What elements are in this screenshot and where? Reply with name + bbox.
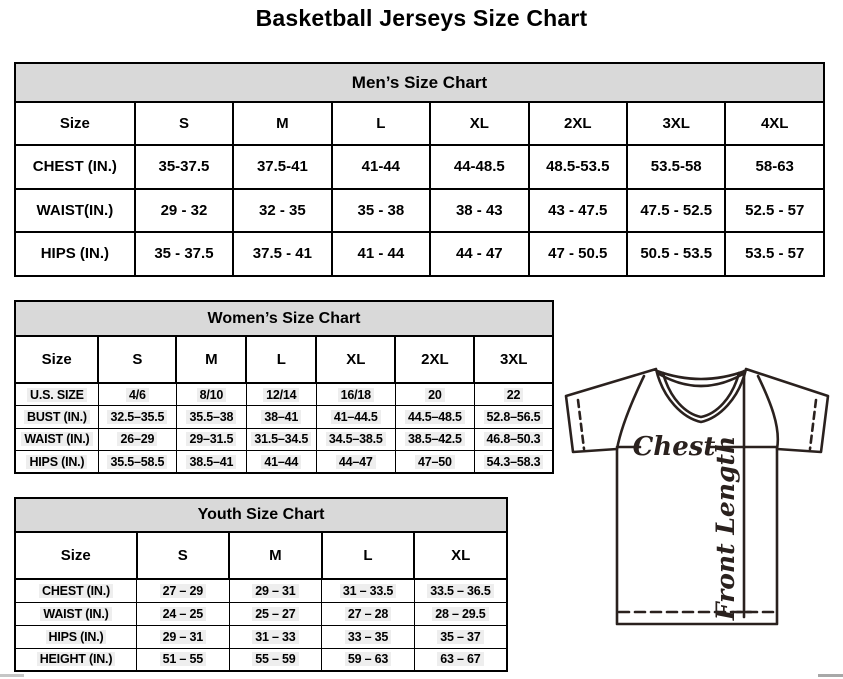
column-header: XL [430, 102, 528, 145]
column-header: L [246, 336, 316, 383]
row-label: WAIST (IN.) [15, 428, 98, 451]
table-row [15, 451, 553, 474]
column-header: 2XL [395, 336, 474, 383]
mens-size-chart-header: Men’s Size Chart [14, 62, 825, 103]
cuff-dashed-right [810, 400, 816, 449]
column-header: XL [316, 336, 395, 383]
size-value-cell: 32.5–35.5 [98, 406, 176, 429]
size-value-cell: 53.5 - 57 [725, 232, 824, 276]
size-value-cell: 43 - 47.5 [529, 189, 627, 233]
size-value-cell: 35 - 37.5 [135, 232, 233, 276]
table-row [15, 625, 507, 648]
size-value-cell: 35.5–58.5 [98, 451, 176, 474]
size-value-cell: 31 – 33 [229, 625, 322, 648]
size-value-cell: 4/6 [98, 383, 176, 406]
column-header: 2XL [529, 102, 627, 145]
size-value-cell: 52.5 - 57 [725, 189, 824, 233]
youth-size-chart-table [14, 531, 508, 672]
size-value-cell: 41 - 44 [332, 232, 430, 276]
row-label: HIPS (IN.) [15, 625, 137, 648]
table-row [15, 406, 553, 429]
size-value-cell: 33 – 35 [322, 625, 415, 648]
size-value-cell: 41–44 [246, 451, 316, 474]
size-value-cell: 44 - 47 [430, 232, 528, 276]
size-value-cell: 51 – 55 [137, 648, 230, 671]
size-value-cell: 8/10 [176, 383, 246, 406]
jersey-measurement-diagram [551, 355, 843, 633]
column-header: 3XL [474, 336, 553, 383]
row-label: WAIST (IN.) [15, 602, 137, 625]
jersey-outline [566, 369, 828, 624]
size-value-cell: 63 – 67 [414, 648, 507, 671]
size-value-cell: 29 – 31 [137, 625, 230, 648]
size-value-cell: 22 [474, 383, 553, 406]
size-value-cell: 55 – 59 [229, 648, 322, 671]
size-value-cell: 34.5–38.5 [316, 428, 395, 451]
size-value-cell: 35.5–38 [176, 406, 246, 429]
size-value-cell: 35 – 37 [414, 625, 507, 648]
size-value-cell: 44-48.5 [430, 145, 528, 189]
size-value-cell: 31 – 33.5 [322, 579, 415, 602]
table-row [15, 579, 507, 602]
column-header: Size [15, 532, 137, 579]
size-value-cell: 47.5 - 52.5 [627, 189, 725, 233]
table-row [15, 145, 824, 189]
size-header-row [15, 532, 507, 579]
collar-arc-1 [657, 371, 745, 379]
size-value-cell: 25 – 27 [229, 602, 322, 625]
table-row [15, 648, 507, 671]
youth-size-chart [14, 497, 508, 672]
column-header: L [332, 102, 430, 145]
armhole-seam-right [758, 376, 778, 449]
column-header: Size [15, 102, 135, 145]
size-value-cell: 27 – 28 [322, 602, 415, 625]
size-value-cell: 20 [395, 383, 474, 406]
column-header: XL [414, 532, 507, 579]
size-value-cell: 47–50 [395, 451, 474, 474]
row-label: CHEST (IN.) [15, 579, 137, 602]
size-value-cell: 37.5-41 [233, 145, 331, 189]
column-header: S [135, 102, 233, 145]
size-value-cell: 48.5-53.5 [529, 145, 627, 189]
size-value-cell: 41-44 [332, 145, 430, 189]
size-value-cell: 28 – 29.5 [414, 602, 507, 625]
size-value-cell: 31.5–34.5 [246, 428, 316, 451]
horizontal-scrollbar-left[interactable] [0, 674, 24, 677]
size-value-cell: 29 - 32 [135, 189, 233, 233]
table-row [15, 189, 824, 233]
column-header: S [137, 532, 230, 579]
size-value-cell: 44–47 [316, 451, 395, 474]
size-value-cell: 54.3–58.3 [474, 451, 553, 474]
table-row [15, 383, 553, 406]
size-value-cell: 52.8–56.5 [474, 406, 553, 429]
size-value-cell: 16/18 [316, 383, 395, 406]
size-value-cell: 29 – 31 [229, 579, 322, 602]
youth-size-chart-header: Youth Size Chart [14, 497, 508, 533]
column-header: Size [15, 336, 98, 383]
row-label: HIPS (IN.) [15, 232, 135, 276]
column-header: L [322, 532, 415, 579]
size-value-cell: 53.5-58 [627, 145, 725, 189]
column-header: M [233, 102, 331, 145]
size-value-cell: 12/14 [246, 383, 316, 406]
size-value-cell: 35-37.5 [135, 145, 233, 189]
row-label: HEIGHT (IN.) [15, 648, 137, 671]
size-value-cell: 32 - 35 [233, 189, 331, 233]
size-value-cell: 33.5 – 36.5 [414, 579, 507, 602]
table-row [15, 428, 553, 451]
womens-size-chart-header: Women’s Size Chart [14, 300, 554, 337]
column-header: S [98, 336, 176, 383]
row-label: HIPS (IN.) [15, 451, 98, 474]
table-row [15, 602, 507, 625]
mens-size-chart-table [14, 101, 825, 277]
size-value-cell: 41–44.5 [316, 406, 395, 429]
size-value-cell: 35 - 38 [332, 189, 430, 233]
size-value-cell: 37.5 - 41 [233, 232, 331, 276]
horizontal-scrollbar-right[interactable] [818, 674, 843, 677]
size-value-cell: 59 – 63 [322, 648, 415, 671]
size-value-cell: 38 - 43 [430, 189, 528, 233]
page-title: Basketball Jerseys Size Chart [255, 5, 588, 31]
front-length-label: Front Length [711, 435, 740, 621]
column-header: 4XL [725, 102, 824, 145]
cuff-dashed-left [578, 400, 584, 449]
size-value-cell: 38.5–41 [176, 451, 246, 474]
column-header: M [176, 336, 246, 383]
womens-size-chart [14, 300, 554, 474]
mens-size-chart [14, 62, 825, 277]
size-value-cell: 58-63 [725, 145, 824, 189]
size-header-row [15, 102, 824, 145]
row-label: U.S. SIZE [15, 383, 98, 406]
size-value-cell: 29–31.5 [176, 428, 246, 451]
size-header-row [15, 336, 553, 383]
size-value-cell: 46.8–50.3 [474, 428, 553, 451]
column-header: 3XL [627, 102, 725, 145]
size-value-cell: 44.5–48.5 [395, 406, 474, 429]
size-value-cell: 47 - 50.5 [529, 232, 627, 276]
row-label: CHEST (IN.) [15, 145, 135, 189]
size-value-cell: 38.5–42.5 [395, 428, 474, 451]
row-label: BUST (IN.) [15, 406, 98, 429]
size-value-cell: 50.5 - 53.5 [627, 232, 725, 276]
table-row [15, 232, 824, 276]
size-value-cell: 38–41 [246, 406, 316, 429]
size-value-cell: 27 – 29 [137, 579, 230, 602]
column-header: M [229, 532, 322, 579]
size-value-cell: 24 – 25 [137, 602, 230, 625]
womens-size-chart-table [14, 335, 554, 474]
size-value-cell: 26–29 [98, 428, 176, 451]
chest-label: Chest [632, 432, 716, 462]
row-label: WAIST(IN.) [15, 189, 135, 233]
